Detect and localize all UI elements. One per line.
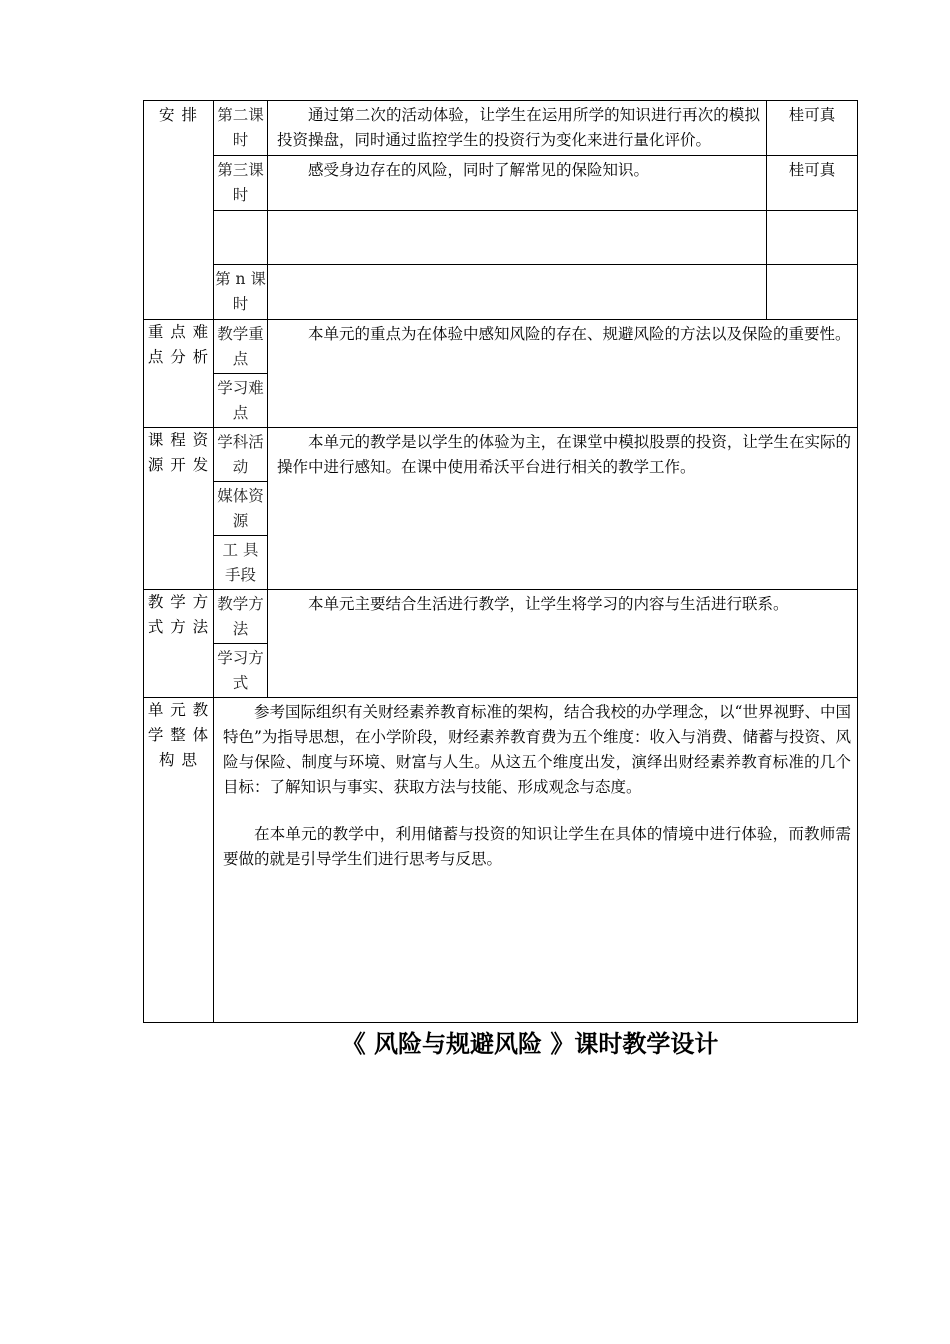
arrange-row-n xyxy=(144,265,858,320)
key-points-row-1 xyxy=(144,320,858,374)
resources-content: 本单元的教学是以学生的体验为主，在课堂中模拟股票的投资，让学生在实际的操作中进行感知。在课中使用希沃平台进行相关的教学工作。 xyxy=(268,428,858,590)
teacher-name xyxy=(767,211,858,265)
sub-label: 教学重点 xyxy=(214,320,268,374)
sub-label: 学习方式 xyxy=(214,644,268,698)
lesson-content: 通过第二次的活动体验，让学生在运用所学的知识进行再次的模拟投资操盘，同时通过监控学生的投资行为变化来进行量化评价。 xyxy=(268,101,767,156)
page-title: 《 风险与规避风险 》课时教学设计 xyxy=(341,1029,719,1058)
arrange-row-3 xyxy=(144,156,858,211)
overall-row xyxy=(144,698,858,1023)
teacher-name: 桂可真 xyxy=(767,156,858,211)
lesson-label: 第二课时 xyxy=(214,101,268,156)
sub-label: 学科活动 xyxy=(214,428,268,482)
resources-label: 课 程 资 源 开 发 xyxy=(144,428,214,590)
methods-row-1 xyxy=(144,590,858,644)
key-points-content: 本单元的重点为在体验中感知风险的存在、规避风险的方法以及保险的重要性。 xyxy=(268,320,858,428)
overall-label: 单 元 教 学 整 体 构 思 xyxy=(144,698,214,1023)
lesson-label: 第 n 课时 xyxy=(214,265,268,320)
teacher-name xyxy=(767,265,858,320)
arrange-row-2 xyxy=(144,101,858,156)
lesson-label xyxy=(214,211,268,265)
resources-row-1 xyxy=(144,428,858,482)
methods-content: 本单元主要结合生活进行教学，让学生将学习的内容与生活进行联系。 xyxy=(268,590,858,698)
key-points-label: 重 点 难 点 分 析 xyxy=(144,320,214,428)
lesson-content xyxy=(268,211,767,265)
sub-label: 教学方法 xyxy=(214,590,268,644)
overall-para-1: 参考国际组织有关财经素养教育标准的架构，结合我校的办学理念，以“世界视野、中国特色”为指导思想，在小学阶段，财经素养教育费为五个维度：收入与消费、储蓄与投资、风险与保险、制度与环境、财富与人生。从这五个维度出发，演绎出财经素养教育标准的几个目标：了解知识与事实、获取方法与技能、形成观念与态度。 xyxy=(223,703,851,796)
arrange-label: 安 排 xyxy=(144,101,214,320)
lesson-label: 第三课时 xyxy=(214,156,268,211)
overall-content xyxy=(214,698,858,1023)
teacher-name: 桂可真 xyxy=(767,101,858,156)
arrange-row-empty xyxy=(144,211,858,265)
sub-label: 学习难点 xyxy=(214,374,268,428)
sub-label: 媒体资源 xyxy=(214,482,268,536)
unit-design-table xyxy=(143,100,858,1023)
lesson-content xyxy=(268,265,767,320)
methods-label: 教 学 方 式 方 法 xyxy=(144,590,214,698)
sub-label: 工 具 手段 xyxy=(214,536,268,590)
overall-para-2: 在本单元的教学中，利用储蓄与投资的知识让学生在具体的情境中进行体验，而教师需要做的就是引导学生们进行思考与反思。 xyxy=(223,825,851,868)
lesson-content: 感受身边存在的风险，同时了解常见的保险知识。 xyxy=(268,156,767,211)
